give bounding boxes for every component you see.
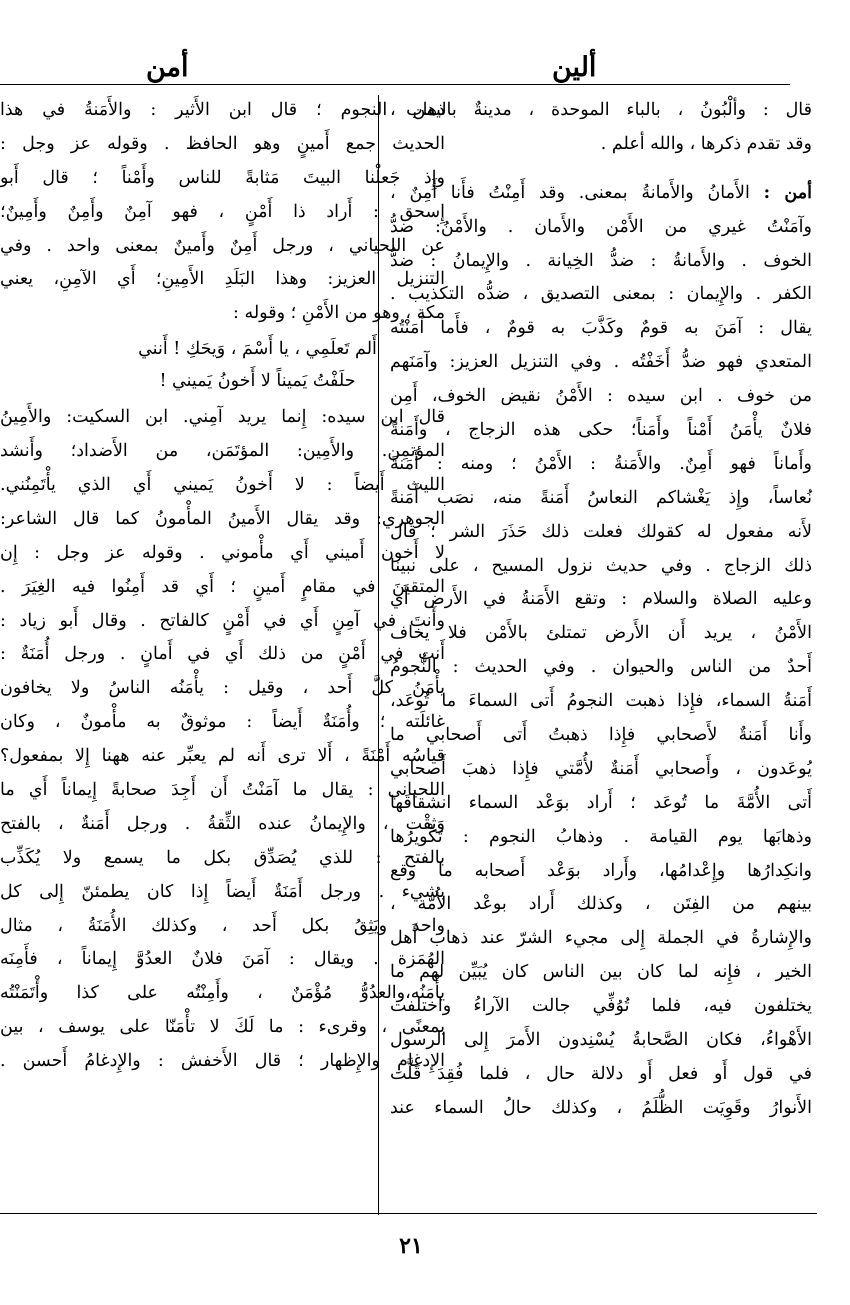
text-line: وآمَنْتُ غيري من الأَمْن والأَمان . والأَمْنُ: ضدُّ (390, 216, 812, 237)
text-line: ذهاب النجوم ؛ قال ابن الأَثير : والأَمَنةُ في هذا (0, 100, 445, 120)
text-line: المؤتمِن. والأَمِين: المؤتَمَن، من الأَضداد؛ وأَنشد (0, 441, 445, 462)
text-line: قياسُه أَمْنَةً ، أَلا ترى أَنه لم يعبِّر عنه ههنا إِلا بمفعول؟ (0, 746, 445, 767)
text-line: يأْمَنُ كلَّ أَحد ، وقيل : يأْمَنُه الناسُ ولا يخافون (0, 678, 445, 699)
text-line: الخوف . والأَمانةُ : ضدُّ الخِيانة . والإِيمانُ : ضدُّ (390, 250, 812, 271)
left-column-body (0, 401, 445, 1079)
text-line: أَتى الأُمَّةَ ما تُوعَد ؛ أَراد بوَعْد السماء انشقاقَها (390, 792, 812, 813)
text-line: قال ابن سيده: إِنما يريد آمِني. ابن السكيت: والأَمِينُ (0, 407, 445, 428)
text-line: الجوهري: وقد يقال الأَمينُ المأْمونُ كما قال الشاعر: (0, 508, 445, 529)
text-line: نُعاساً، وإِذ يَغْشاكم النعاسُ أَمَنةً منه، نصَب أَمَنةً (390, 487, 812, 508)
text-line: مكة ، وهو من الأَمْنِ ؛ وقوله : (233, 303, 445, 324)
text-line: الليث أَيضاً : لا أَخونُ يَميني أَي الذي يأْتَمِنُني. (0, 475, 445, 496)
text-line: وأَماناً فهو أَمِنٌ. والأَمَنةُ : الأَمْنُ ؛ ومنه : أَمَنةً (390, 453, 812, 474)
entry-first-line-text: الأَمانُ والأَمانةُ بمعنى. وقد أَمِنْتُ فأَنا أَمِنٌ ، (390, 182, 764, 203)
left-column-intro (0, 94, 445, 331)
text-line: أَنت في أَمْنٍ من ذلك أَي في أَمانٍ . ورجل أُمَنَةٌ : (0, 644, 445, 665)
text-line: الحديث جمع أَمينٍ وهو الحافظ . وقوله عز وجل : (0, 133, 445, 154)
text-line: يقال : آمَنَ به قومٌ وكَذَّبَ به قومٌ ، فأَما آمَنْتُه (390, 318, 812, 339)
text-line: الهُمَزة . ويقال : آمَنَ فلانٌ العدُوَّ إِيماناً ، فأَمِنَه (0, 949, 445, 970)
text-line: وعليه الصلاة والسلام : وتقع الأَمَنةُ في الأَرض أَي (390, 589, 812, 610)
text-line: وإِذ جَعلْنا البيتَ مَثابةً للناس وأَمْناً ؛ قال أَبو (0, 167, 445, 188)
text-line: والإِشارةُ في الجملة إِلى مجيء الشرّ عند ذهاب أَهل (390, 928, 812, 949)
right-column (390, 94, 812, 1212)
text-line: وقد تقدم ذكرها ، والله أعلم . (600, 133, 812, 154)
entry-gap (390, 162, 812, 177)
text-line: الأَنوارُ وقَوِيَت الظُّلَمُ ، وكذلك حالُ السماء عند (390, 1097, 812, 1118)
text-line: وانكِدارُها وإِعْدامُها، وأَراد بوَعْد أَصحابه ما وقع (390, 860, 812, 881)
text-line: بينهم من الفِتَن ، وكذلك أَراد بوعْد الأُمّة ، (390, 894, 812, 915)
text-line: إِسحق : أَراد ذا أَمْنٍ ، فهو آمِنٌ وأَمِنٌ وأَمِينٌ؛ (0, 201, 445, 222)
page-number: ٢١ (399, 1233, 423, 1259)
right-column-intro (390, 94, 812, 162)
text-line: واحد ويَثِقُ بكل أَحد ، وكذلك الأُمَنَةُ ، مثال (0, 915, 445, 936)
running-header-left: أمن (146, 52, 189, 83)
text-line: وَثِقْت ، والإِيمانُ عنده الثِّقةُ . ورجل أَمَنةٌ ، بالفتح (0, 813, 445, 834)
text-line: فلانٌ يأْمَنُ أَمْناً وأَمَناً؛ حكى هذه الزجاج ، وأَمَنةً (390, 420, 812, 441)
text-line: المتعدي فهو ضدُّ أَخَفْتُه . وفي التنزيل العزيز: وآمَنَهم (390, 352, 812, 373)
text-line: أَمَنةُ السماء، فإِذا ذهبت النجومُ أَتى السماءَ ما تُوعَد، (390, 691, 812, 712)
entry-first-line (390, 177, 812, 211)
left-column (0, 94, 445, 1212)
text-line: بشيء . ورجل أَمَنَةٌ أَيضاً إِذا كان يطمئنّ إِلى كل (0, 881, 445, 902)
text-line: وأَنتَ في آمِنٍ أَي في أَمْنٍ كالفاتح . وقال أَبو زياد : (0, 610, 445, 631)
text-line: وأَنا أَمَنةٌ لأَصحابي فإِذا ذهبتُ أَتى أَصحابي ما (390, 725, 812, 746)
text-line: بمعنًى ، وقرىء : ما لَكَ لا تأْمَنّا على يوسف ، بين (0, 1017, 445, 1038)
poem-line: أَلم تَعلَمِي ، يا أَسْمَ ، وَيحَكِ ! أَنني (138, 339, 377, 360)
header-rule (0, 84, 790, 85)
text-line: المتقينَ في مقامٍ أَمينٍ ؛ أَي قد أَمِنُوا فيه الغِيَرَ . (0, 576, 445, 597)
text-line: ذلك الزجاج . وفي حديث نزول المسيح ، على نبينا (390, 555, 812, 576)
poem-line: حلَفْتُ يَميناً لا أَخونُ يَميني ! (159, 371, 356, 392)
text-line: الكفر . والإِيمان : بمعنى التصديق ، ضدُّه التكذيب . (390, 284, 812, 305)
text-line: في قول أَو فعل أَو دلالة حال ، فلما فُقِدَ قَلَّت (390, 1063, 812, 1084)
text-line: الإِدغامِ والإِظهار ؛ قال الأَخفش : والإِدغامُ أَحسن . (0, 1051, 445, 1072)
entry-headword: أمن : (763, 182, 812, 203)
text-line: يُوعَدون ، وأَصحابي أَمَنةٌ لأُمَّتي فإِذا ذهبَ أَصحابي (390, 758, 812, 779)
text-line: اللحياني : يقال ما آمَنْتُ أَن أَجِدَ صحابةً إِيماناً أَي ما (0, 780, 445, 801)
text-line: لأَنه مفعول له كقولك فعلت ذلك حَذَرَ الشر ؛ قال (390, 521, 812, 542)
text-line: من خوف . ابن سيده : الأَمْنُ نقيض الخوف، أَمِن (390, 386, 812, 407)
text-line: يأْمَنُه،والعدُوُّ مُؤْمَنٌ ، وأَمِنْتُه على كذا وأْتَمَنْتُه (0, 983, 445, 1004)
text-line: الأَهْواءُ، فكان الصَّحابةُ يُسْنِدون الأَمرَ إِلى الرسول (390, 1030, 812, 1051)
text-line: الأَمْنُ ، يريد أَن الأَرض تمتلئ بالأَمْن فلا يخاف (390, 623, 812, 644)
text-line: الخير ، فإِنه لما كان بين الناس كان يُبَيِّن لهم ما (390, 962, 812, 983)
text-line: قال : وألْبُونُ ، بالباء الموحدة ، مدينةٌ باليمن ، (390, 100, 812, 120)
running-header-right: ألين (552, 52, 597, 83)
text-line: يختلفون فيه، فلما تُوُفِّي جالت الآراءُ واختلفت (390, 996, 812, 1017)
right-column-body (390, 211, 812, 1126)
text-line: غائلَته ؛ وأُمَنَةٌ أَيضاً : موثوقٌ به مأْمونٌ ، وكان (0, 712, 445, 733)
text-line: لا أَخون أَميني أَي مأْموني . وقوله عز وجل : إِن (0, 542, 445, 563)
text-line: وذهابَها يوم القيامة . وذهابُ النجوم : تَكْويرُها (390, 826, 812, 847)
text-line: أَحدٌ من الناس والحيوان . وفي الحديث : النُّجومُ (390, 657, 812, 678)
text-line: عن اللحياني ، ورجل أَمِنٌ وأَمينٌ بمعنى واحد . وفي (0, 235, 445, 256)
text-line: التنزيل العزيز: وهذا البَلَدِ الأَمِينِ؛ أَي الآمِنِ، يعني (0, 269, 445, 290)
footer-rule (0, 1213, 817, 1214)
text-line: بالفتح : للذي يُصَدِّق بكل ما يسمع ولا يُكَذِّب (0, 847, 445, 868)
poem-verse (0, 331, 445, 401)
